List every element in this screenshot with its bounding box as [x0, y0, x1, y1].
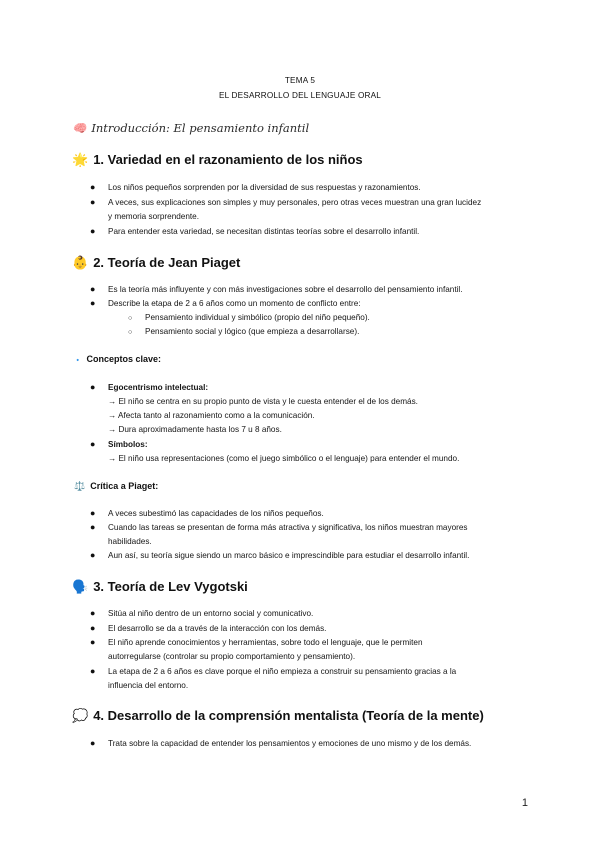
bullet-icon: ●	[90, 182, 96, 192]
speaking-head-icon: 🗣️	[72, 579, 89, 594]
section-3-heading	[72, 579, 248, 595]
list-item: Aun así, su teoría sigue siendo un marco básico e imprescindible para estudiar el desarrollo infantil.	[108, 551, 470, 560]
list-item: habilidades.	[108, 537, 152, 546]
list-item: influencia del entorno.	[108, 681, 189, 690]
bullet-icon: ●	[90, 439, 96, 449]
bullet-icon: ●	[90, 382, 96, 392]
baby-icon: 👶	[72, 255, 89, 270]
star-icon: 🌟	[72, 152, 89, 167]
sub-list-item: Pensamiento social y lógico (que empieza a desarrollarse).	[145, 327, 360, 336]
bullet-icon: ●	[90, 637, 96, 647]
conceptos-title: Conceptos clave:	[86, 354, 162, 364]
critica-title: Crítica a Piaget:	[90, 481, 159, 491]
list-item: → Afecta tanto al razonamiento como a la comunicación.	[108, 411, 315, 420]
bullet-icon: ●	[90, 298, 96, 308]
list-item: Los niños pequeños sorprenden por la diversidad de sus respuestas y razonamientos.	[108, 183, 421, 192]
list-item: A veces subestimó las capacidades de los niños pequeños.	[108, 509, 324, 518]
section-4-heading	[72, 708, 484, 724]
list-item-label: Egocentrismo intelectual:	[108, 383, 209, 392]
tema-label: TEMA 5	[284, 76, 316, 85]
section-2-heading	[72, 255, 240, 271]
list-item: autorregularse (controlar su propio comportamiento y pensamiento).	[108, 652, 356, 661]
section-3-title: 3. Teoría de Lev Vygotski	[93, 579, 248, 594]
conceptos-heading	[74, 354, 161, 364]
bullet-icon: ●	[90, 508, 96, 518]
bullet-icon: ●	[90, 666, 96, 676]
bullet-icon: ●	[90, 522, 96, 532]
blue-diamond-icon: 🔹	[74, 358, 82, 364]
list-item: Trata sobre la capacidad de entender los pensamientos y emociones de uno mismo y de los demás.	[108, 739, 472, 748]
list-item: Para entender esta variedad, se necesitan distintas teorías sobre el desarrollo infantil.	[108, 227, 420, 236]
list-item: → Dura aproximadamente hasta los 7 u 8 años.	[108, 425, 282, 434]
list-item: El niño aprende conocimientos y herramientas, sobre todo el lenguaje, que le permiten	[108, 638, 423, 647]
intro-heading-text: Introducción: El pensamiento infantil	[91, 121, 310, 135]
list-item: El desarrollo se da a través de la interacción con los demás.	[108, 624, 327, 633]
thought-bubble-icon: 💭	[72, 708, 89, 723]
scales-icon: ⚖️	[74, 481, 86, 491]
bullet-icon: ●	[90, 623, 96, 633]
bullet-icon: ●	[90, 550, 96, 560]
section-1-title: 1. Variedad en el razonamiento de los niños	[93, 152, 363, 167]
list-item: Cuando las tareas se presentan de forma más atractiva y significativa, los niños muestran mayores	[108, 523, 468, 532]
list-item: → El niño usa representaciones (como el juego simbólico o el lenguaje) para entender el mundo.	[108, 454, 460, 463]
bullet-icon: ●	[90, 284, 96, 294]
list-item: y memoria sorprendente.	[108, 212, 200, 221]
page-number: 1	[521, 797, 528, 809]
list-item: La etapa de 2 a 6 años es clave porque el niño empieza a construir su pensamiento gracias a la	[108, 667, 457, 676]
bullet-icon: ●	[90, 197, 96, 207]
section-4-title: 4. Desarrollo de la comprensión mentalista (Teoría de la mente)	[93, 708, 484, 723]
section-1-heading	[72, 152, 363, 168]
circle-bullet-icon: ○	[128, 329, 133, 336]
bullet-icon: ●	[90, 608, 96, 618]
list-item-label: Símbolos:	[108, 440, 148, 449]
brain-icon: 🧠	[72, 121, 87, 135]
section-2-title: 2. Teoría de Jean Piaget	[93, 255, 241, 270]
list-item: Describe la etapa de 2 a 6 años como un momento de conflicto entre:	[108, 299, 361, 308]
document-title: EL DESARROLLO DEL LENGUAJE ORAL	[218, 91, 382, 100]
list-item: Sitúa al niño dentro de un entorno social y comunicativo.	[108, 609, 314, 618]
intro-heading	[72, 121, 309, 135]
list-item: A veces, sus explicaciones son simples y muy personales, pero otras veces muestran una gran lucidez	[108, 198, 482, 207]
list-item: Es la teoría más influyente y con más investigaciones sobre el desarrollo del pensamiento infantil.	[108, 285, 463, 294]
bullet-icon: ●	[90, 738, 96, 748]
sub-list-item: Pensamiento individual y simbólico (propio del niño pequeño).	[145, 313, 370, 322]
list-item: → El niño se centra en su propio punto de vista y le cuesta entender el de los demás.	[108, 397, 418, 406]
critica-heading	[74, 481, 158, 492]
circle-bullet-icon: ○	[128, 315, 133, 322]
bullet-icon: ●	[90, 226, 96, 236]
